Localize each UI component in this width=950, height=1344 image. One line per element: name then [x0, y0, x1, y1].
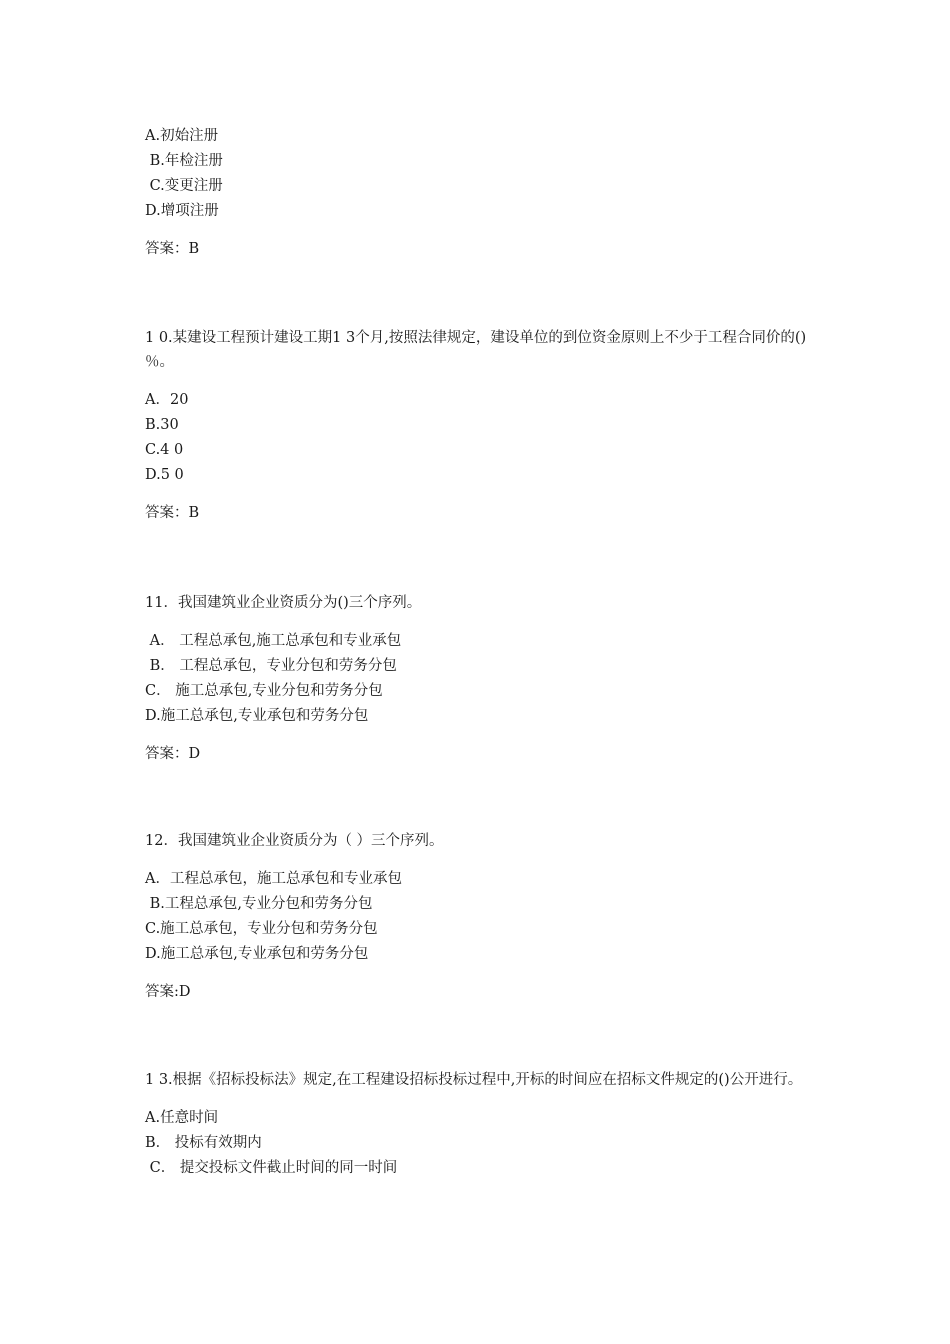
option-d: D.施工总承包,专业承包和劳务分包 — [145, 946, 369, 962]
question-stem: 1 0.某建设工程预计建设工期1 3个月,按照法律规定，建设单位的到位资金原则上不少于工程合同价的()％。 — [145, 330, 807, 370]
option-c: C.施工总承包，专业分包和劳务分包 — [145, 921, 378, 937]
option-b: B． 工程总承包，专业分包和劳务分包 — [145, 658, 397, 674]
question-stem: 11．我国建筑业企业资质分为()三个序列。 — [145, 595, 422, 611]
question-11 — [145, 591, 810, 767]
option-d: D.增项注册 — [145, 203, 219, 219]
answer: 答案：B — [145, 505, 200, 521]
options-list — [145, 388, 810, 488]
option-a: A.任意时间 — [145, 1110, 219, 1126]
question-stem: 1 3.根据《招标投标法》规定,在工程建设招标投标过程中,开标的时间应在招标文件规定的()公开进行。 — [145, 1072, 803, 1088]
option-a: A．工程总承包，施工总承包和专业承包 — [145, 871, 402, 887]
option-c: C.变更注册 — [145, 178, 223, 194]
options-list — [145, 629, 810, 729]
option-d: D.施工总承包,专业承包和劳务分包 — [145, 708, 369, 724]
option-b: B.年检注册 — [145, 153, 223, 169]
option-a: A.初始注册 — [145, 128, 219, 144]
question-stem: 12．我国建筑业企业资质分为（ ）三个序列。 — [145, 833, 444, 849]
option-c: C． 施工总承包,专业分包和劳务分包 — [145, 683, 383, 699]
options-list — [145, 124, 810, 224]
option-d: D.5 0 — [145, 467, 184, 483]
option-a: A． 工程总承包,施工总承包和专业承包 — [145, 633, 402, 649]
answer: 答案：B — [145, 241, 200, 257]
question-13 — [145, 1068, 810, 1181]
options-list — [145, 867, 810, 967]
question-12 — [145, 829, 810, 1005]
option-b: B.30 — [145, 417, 179, 433]
option-c: C.4 0 — [145, 442, 184, 458]
question-9 — [145, 124, 810, 262]
option-c: C． 提交投标文件截止时间的同一时间 — [145, 1160, 398, 1176]
question-10 — [145, 326, 810, 526]
option-b: B.工程总承包,专业分包和劳务分包 — [145, 896, 373, 912]
answer: 答案：D — [145, 746, 201, 762]
option-a: A．20 — [145, 392, 189, 408]
answer: 答案:D — [145, 984, 191, 1000]
option-b: B． 投标有效期内 — [145, 1135, 262, 1151]
options-list — [145, 1106, 810, 1181]
